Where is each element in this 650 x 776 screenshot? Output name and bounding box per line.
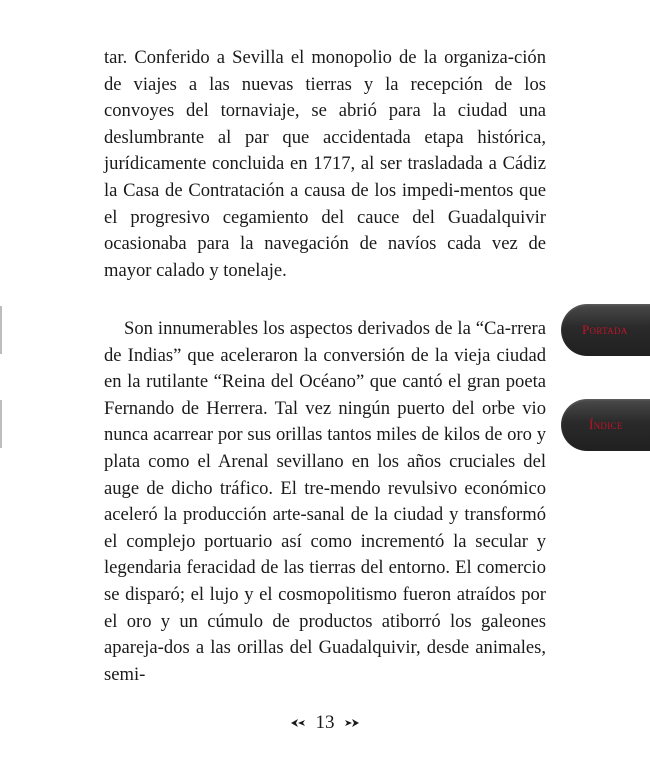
body-paragraph-1: tar. Conferido a Sevilla el monopolio de la organiza-ción de viajes a las nuevas tierras y la recepción de los convoyes del tornaviaje, se abrió para la ciudad una deslumbrante al par que accidentada etapa histórica, jurídicamente concluida en 1717, al ser trasladada a Cádiz la Casa de Contratación a causa de los impedi-mentos que el progresivo cegamiento del cauce del Guadalquivir ocasionaba para la navegación de navíos cada vez de mayor calado y tonelaje.	[104, 47, 546, 281]
page-number: 13	[315, 711, 335, 733]
body-paragraph-2: Son innumerables los aspectos derivados de la “Ca-rrera de Indias” que aceleraron la conversión de la vieja ciudad en la rutilante “Reina del Océano” que cantó el gran poeta Fernando de Herrera. Tal vez ningún puerto del orbe vio nunca acarrear por sus orillas tantos miles de kilos de oro y plata como el Arenal sevillano en los años cruciales del auge de dicho tráfico. El tre-mendo revulsivo económico aceleró la producción arte-sanal de la ciudad y transformó el complejo portuario así como incrementó la secular y legendaria feracidad de las tierras del entorno. El comercio se disparó; el lujo y el cosmopolitismo fueron atraídos por el oro y un cúmulo de productos atiborró los galeones apareja-dos a las orillas del Guadalquivir, desde animales, semi-	[104, 318, 546, 685]
left-edge-marker	[0, 400, 2, 448]
ornament-left-icon	[289, 717, 307, 729]
indice-button[interactable]	[561, 399, 650, 451]
portada-label: Portada	[582, 322, 628, 337]
portada-button[interactable]	[561, 304, 650, 356]
indice-label: Índice	[589, 417, 623, 432]
page-footer	[0, 710, 650, 735]
left-edge-marker	[0, 306, 2, 354]
ornament-right-icon	[343, 717, 361, 729]
